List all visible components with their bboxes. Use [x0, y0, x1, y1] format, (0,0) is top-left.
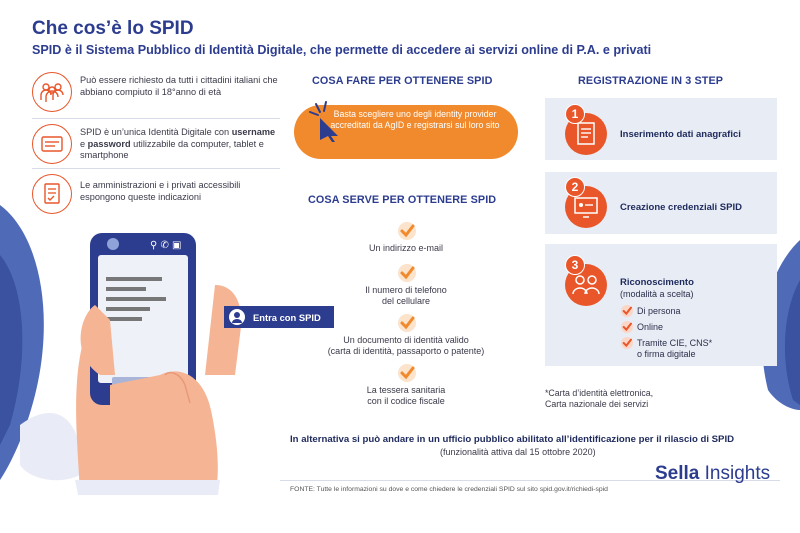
- step-3-label: Riconoscimento: [620, 277, 694, 288]
- active-since-text: (funzionalità attiva dal 15 ottobre 2020): [440, 447, 596, 457]
- divider: [32, 168, 280, 169]
- step-1-number: 1: [565, 104, 585, 124]
- check-icon: [398, 314, 416, 332]
- check-icon: [398, 364, 416, 382]
- alternative-text: In alternativa si può andare in un ufficio pubblico abilitato all’identificazione per il rilascio di SPID: [290, 434, 735, 445]
- info-text-providers: Le amministrazioni e i privati accessibili espongono queste indicazioni: [80, 180, 241, 202]
- requirement-document: Un documento di identità valido (carta di identità, passaporto o patente): [327, 335, 485, 356]
- option-cie-cns: Tramite CIE, CNS* o firma digitale: [637, 338, 713, 359]
- info-text-eligibility: Può essere richiesto da tutti i cittadini italiani che abbiano compiuto il 18°anno di età: [80, 75, 278, 97]
- check-icon: [621, 337, 633, 349]
- check-icon: [621, 305, 633, 317]
- requirement-health-card: La tessera sanitaria con il codice fiscale: [366, 385, 446, 406]
- info-text-identity: SPID è un’unica Identità Digitale con username e password utilizzabile da computer, tablet e smartphone: [80, 127, 276, 160]
- check-icon: [398, 264, 416, 282]
- entra-con-spid-label: Entra con SPID: [253, 311, 321, 323]
- identity-provider-text: Basta scegliere uno degli identity provider accreditati da AgID e registrarsi sul loro sito: [330, 109, 500, 130]
- sella-insights-logo: Sella Insights: [655, 463, 771, 484]
- step-3-sublabel: (modalità a scelta): [620, 289, 694, 299]
- document-check-icon: [32, 174, 72, 214]
- password-term: password: [87, 138, 131, 149]
- footnote: *Carta d’identità elettronica, Carta nazionale dei servizi: [545, 388, 654, 409]
- hand-phone-illustration: [40, 225, 340, 495]
- page-subtitle: SPID è il Sistema Pubblico di Identità Digitale, che permette di accedere ai servizi online di P.A. e privati: [32, 43, 652, 57]
- id-card-icon: [32, 124, 72, 164]
- source-note: FONTE: Tutte le informazioni su dove e come chiedere le credenziali SPID sul sito spid.gov.it/richiedi-spid: [290, 486, 608, 493]
- step-2-number: 2: [565, 177, 585, 197]
- step-1-label: Inserimento dati anagrafici: [620, 129, 741, 140]
- entra-con-spid-button[interactable]: [224, 306, 334, 328]
- step-2-label: Creazione credenziali SPID: [620, 202, 742, 213]
- username-term: username: [231, 127, 276, 137]
- check-icon: [621, 321, 633, 333]
- requirement-phone: Il numero di telefono del cellulare: [365, 285, 447, 306]
- requirement-email: Un indirizzo e-mail: [368, 243, 444, 253]
- check-icon: [398, 222, 416, 240]
- option-online: Online: [637, 322, 664, 332]
- page-title: Che cos’è lo SPID: [32, 18, 194, 39]
- how-to-heading: COSA FARE PER OTTENERE SPID: [312, 75, 493, 87]
- requirements-heading: COSA SERVE PER OTTENERE SPID: [308, 194, 497, 206]
- divider: [32, 118, 280, 119]
- registration-heading: REGISTRAZIONE IN 3 STEP: [578, 75, 724, 87]
- option-in-person: Di persona: [637, 306, 681, 316]
- step-3-number: 3: [565, 255, 585, 275]
- user-icon: [229, 309, 245, 325]
- svg-text:⚲ ✆ ▣: ⚲ ✆ ▣: [150, 240, 182, 251]
- people-group-icon: [32, 72, 72, 112]
